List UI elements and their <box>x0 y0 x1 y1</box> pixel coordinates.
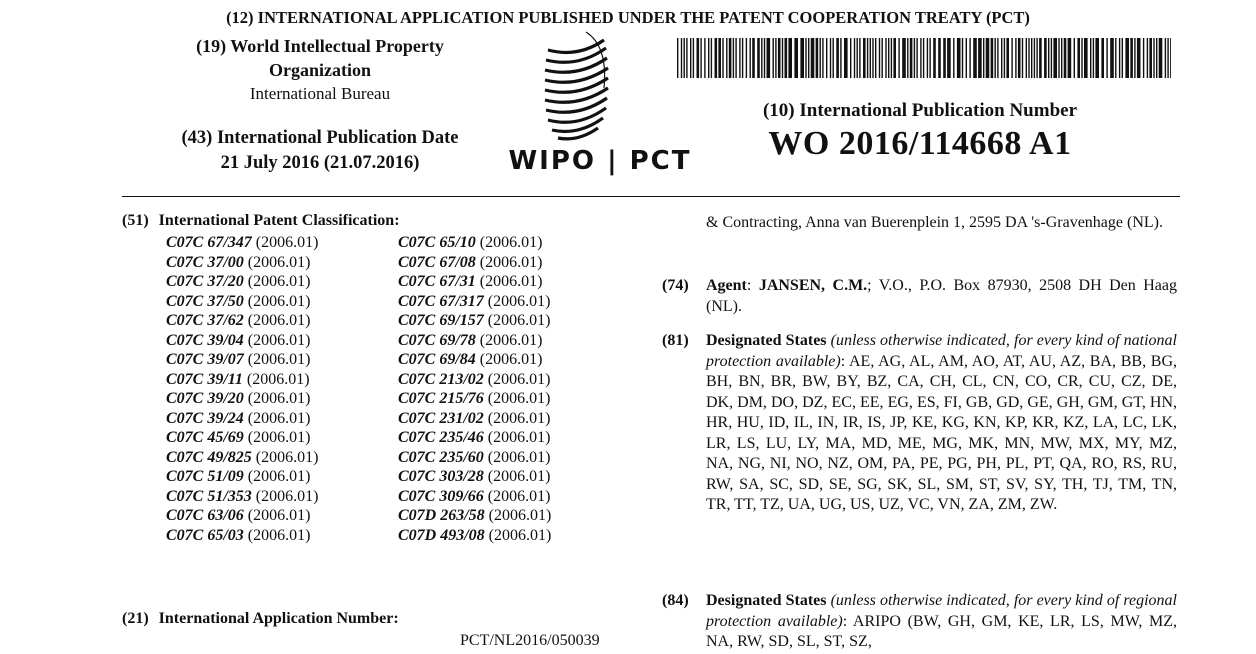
barcode-bar <box>1084 38 1088 78</box>
organization-line-3: International Bureau <box>249 84 391 103</box>
classification-entry <box>398 448 551 468</box>
barcode-bar <box>822 38 823 78</box>
barcode-bar <box>879 38 880 78</box>
classification-code: C07D 263/58 <box>398 507 485 524</box>
classification-version: (2006.01) <box>487 409 551 427</box>
classification-code: C07C 67/317 <box>398 292 484 310</box>
barcode-bar <box>820 38 821 78</box>
classification-version: (2006.01) <box>247 429 311 446</box>
barcode-bar <box>844 38 848 78</box>
classification-entry <box>166 253 318 273</box>
designated-national-label: Designated States <box>706 332 827 349</box>
designated-national-qualifier: (unless otherwise indicated, for every kind of national protection available) <box>706 332 1177 370</box>
barcode-bar <box>811 38 815 78</box>
barcode-bar <box>1134 38 1135 78</box>
barcode-bar <box>983 38 984 78</box>
barcode-bar <box>872 38 873 78</box>
agent-label: Agent <box>706 277 747 294</box>
barcode-bar <box>1015 38 1016 78</box>
barcode-graphic <box>677 38 1171 78</box>
classification-code: C07C 67/347 <box>166 234 252 251</box>
barcode-bar <box>1031 38 1032 78</box>
classification-version: (2006.01) <box>487 390 551 407</box>
classification-code: C07C 215/76 <box>398 390 484 407</box>
barcode-bar <box>1159 38 1163 78</box>
designated-states-national-section <box>662 331 1177 516</box>
classification-entry <box>166 428 318 448</box>
barcode-bar <box>808 38 809 78</box>
barcode-bar <box>1036 38 1037 78</box>
designated-national-number: (81) <box>662 332 689 349</box>
barcode-bar <box>1058 38 1059 78</box>
barcode-bar <box>1026 38 1027 78</box>
header-divider <box>122 196 1180 197</box>
barcode-bar <box>929 38 930 78</box>
barcode-bar <box>1153 38 1154 78</box>
barcode-bar <box>729 38 732 78</box>
barcode-bar <box>690 38 691 78</box>
classification-code: C07C 63/06 <box>166 507 244 524</box>
barcode-bar <box>700 38 701 78</box>
application-number-heading: (21) International Application Number: <box>122 610 399 627</box>
barcode-bar <box>840 38 841 78</box>
classification-code: C07C 69/84 <box>398 351 476 368</box>
barcode-bar <box>775 38 776 78</box>
inventor-address-continuation: & Contracting, Anna van Buerenplein 1, 2595 DA 's-Gravenhage (NL). <box>706 214 1163 231</box>
barcode-bar <box>805 38 806 78</box>
classification-entry <box>398 409 551 429</box>
classification-code: C07C 213/02 <box>398 370 484 388</box>
barcode-bar <box>857 38 858 78</box>
barcode-bar <box>726 38 727 78</box>
application-number-index: (21) <box>122 610 149 627</box>
barcode-bar <box>867 38 868 78</box>
barcode-bar <box>767 38 771 78</box>
barcode-bar <box>686 38 687 78</box>
barcode-bar <box>800 38 804 78</box>
barcode-bar <box>836 38 839 78</box>
designated-regional-states: : ARIPO (BW, GH, GM, KE, LR, LS, MW, MZ, NA, RW, SD, SL, ST, SZ, <box>706 612 1177 650</box>
classification-code: C07C 49/825 <box>166 448 252 466</box>
barcode-bar <box>854 38 855 78</box>
barcode-bar <box>830 38 831 78</box>
barcode-bar <box>1022 38 1023 78</box>
agent-name: JANSEN, C.M. <box>758 277 868 294</box>
barcode-bar <box>764 38 765 78</box>
barcode-bar <box>1048 38 1049 78</box>
barcode-bar <box>1170 38 1171 78</box>
barcode-bar <box>1137 38 1141 78</box>
classification-version: (2006.01) <box>255 448 319 466</box>
classification-code: C07C 309/66 <box>398 487 484 505</box>
barcode-bar <box>870 38 871 78</box>
agent-number: (74) <box>662 277 689 294</box>
classification-version: (2006.01) <box>487 429 551 446</box>
barcode-bar <box>986 38 990 78</box>
publication-date-value: 21 July 2016 (21.07.2016) <box>220 153 420 173</box>
designated-regional-number: (84) <box>662 592 689 609</box>
barcode-bar <box>1125 38 1129 78</box>
barcode-bar <box>1106 38 1107 78</box>
classification-code: C07C 65/10 <box>398 234 476 251</box>
classification-entry <box>398 233 551 253</box>
agent-address: ; V.O., P.O. Box 87930, 2508 DH Den Haag (NL). <box>706 277 1177 315</box>
barcode-bar <box>933 38 936 78</box>
classification-code: C07C 67/31 <box>398 273 476 290</box>
barcode-bar <box>920 38 921 78</box>
classification-code: C07C 69/78 <box>398 331 476 349</box>
classification-version: (2006.01) <box>246 370 310 388</box>
barcode-bar <box>1039 38 1042 78</box>
classification-version: (2006.01) <box>479 331 543 349</box>
barcode-bar <box>1051 38 1052 78</box>
barcode-bar <box>752 38 755 78</box>
classification-version: (2006.01) <box>487 292 551 310</box>
classification-version: (2006.01) <box>487 370 551 388</box>
barcode-bar <box>693 38 694 78</box>
barcode-bar <box>995 38 996 78</box>
barcode-bar <box>927 38 928 78</box>
designated-states-regional-section <box>662 591 1177 653</box>
classification-version: (2006.01) <box>255 234 319 251</box>
barcode-bar <box>788 38 792 78</box>
classification-entry <box>166 292 318 312</box>
barcode-bar <box>1028 38 1029 78</box>
organization-line-2: Organization <box>269 60 371 80</box>
barcode-bar <box>916 38 917 78</box>
classification-code: C07C 303/28 <box>398 468 484 485</box>
classification-version: (2006.01) <box>247 507 311 524</box>
barcode-bar <box>735 38 736 78</box>
barcode-bar <box>708 38 709 78</box>
barcode-bar <box>1110 38 1114 78</box>
barcode-bar <box>1006 38 1009 78</box>
barcode-bar <box>704 38 705 78</box>
classification-version: (2006.01) <box>255 487 319 505</box>
barcode-bar <box>859 38 860 78</box>
wipo-pct-logo-text: WIPO | PCT <box>508 146 692 176</box>
barcode-bar <box>1165 38 1166 78</box>
barcode-bar <box>742 38 743 78</box>
classification-version: (2006.01) <box>488 526 552 544</box>
classification-entry <box>398 331 551 351</box>
barcode-bar <box>1077 38 1080 78</box>
barcode-bar <box>761 38 762 78</box>
classification-code: C07C 37/20 <box>166 273 244 290</box>
classification-version: (2006.01) <box>247 351 311 368</box>
barcode-bar <box>1081 38 1082 78</box>
classification-entry <box>166 233 318 253</box>
barcode-bar <box>1147 38 1148 78</box>
barcode-bar <box>1061 38 1062 78</box>
classification-version: (2006.01) <box>487 468 551 485</box>
barcode-bar <box>997 38 998 78</box>
barcode-bar <box>943 38 946 78</box>
barcode-bar <box>991 38 994 78</box>
organization-line-1: (19) World Intellectual Property <box>196 36 444 56</box>
classification-version: (2006.01) <box>247 468 311 485</box>
classification-entry <box>398 292 551 312</box>
barcode-bar <box>757 38 760 78</box>
publication-number-label: (10) International Publication Number <box>762 100 1078 121</box>
barcode-bar <box>826 38 827 78</box>
barcode-bar <box>1095 38 1099 78</box>
classification-version: (2006.01) <box>487 312 551 329</box>
classification-list-right <box>398 233 551 545</box>
barcode-bar <box>715 38 718 78</box>
barcode-bar <box>1053 38 1057 78</box>
publication-date-label: (43) International Publication Date <box>181 128 459 148</box>
barcode-bar <box>697 38 700 78</box>
classification-entry <box>166 526 318 546</box>
classification-version: (2006.01) <box>247 390 311 407</box>
barcode-bar <box>910 38 913 78</box>
barcode-bar <box>718 38 721 78</box>
barcode-bar <box>1101 38 1104 78</box>
classification-entry <box>398 350 551 370</box>
classification-code: C07C 39/07 <box>166 351 244 368</box>
classification-version: (2006.01) <box>247 292 311 310</box>
barcode-bar <box>850 38 851 78</box>
classification-version: (2006.01) <box>487 448 551 466</box>
barcode-bar <box>947 38 951 78</box>
classification-entry <box>166 448 318 468</box>
barcode-bar <box>1064 38 1067 78</box>
barcode-bar <box>681 38 682 78</box>
classification-entry <box>166 350 318 370</box>
classification-code: C07C 39/04 <box>166 331 244 349</box>
classification-code: C07C 39/20 <box>166 390 244 407</box>
classification-code: C07C 37/62 <box>166 312 244 329</box>
classification-version: (2006.01) <box>479 234 543 251</box>
classification-version: (2006.01) <box>487 487 551 505</box>
classification-code: C07C 67/08 <box>398 253 476 271</box>
barcode-bar <box>711 38 712 78</box>
classification-code: C07C 235/46 <box>398 429 484 446</box>
classification-entry <box>398 487 551 507</box>
barcode-bar <box>1044 38 1047 78</box>
barcode-bar <box>1074 38 1075 78</box>
classification-entry <box>166 311 318 331</box>
barcode-bar <box>785 38 788 78</box>
barcode-bar <box>1068 38 1072 78</box>
barcode-bar <box>888 38 889 78</box>
classification-version: (2006.01) <box>247 273 311 290</box>
barcode <box>677 38 1171 78</box>
classification-code: C07D 493/08 <box>398 526 485 544</box>
classification-version: (2006.01) <box>479 273 543 290</box>
classification-entry <box>166 389 318 409</box>
classification-code: C07C 39/24 <box>166 409 244 427</box>
agent-colon: : <box>746 277 759 294</box>
classification-heading <box>122 212 400 230</box>
barcode-bar <box>1122 38 1123 78</box>
barcode-bar <box>750 38 751 78</box>
barcode-bar <box>739 38 740 78</box>
barcode-bar <box>962 38 963 78</box>
classification-list-left <box>166 233 318 545</box>
classification-entry <box>166 409 318 429</box>
classification-entry <box>398 272 551 292</box>
designated-national-states: : AE, AG, AL, AM, AO, AT, AU, AZ, BA, BB, BG, BH, BN, BR, BW, BY, BZ, CA, CH, CL, CN, CO, CR, CU, CZ, DE, DK, DM, DO, DZ, EC, EE, EG, ES, FI, GB, GD, GE, GH, GM, GT, HN, HR, HU, ID, IL, IN, IR, IS, JP, KE, KG, KN, KP, KR, KZ, LA, LC, LK, LR, LS, LU, LY, MA, MD, ME, MG, MK, MN, MW, MX, MY, MZ, NA, NG, NI, NO, NZ, OM, PA, PE, PG, PH, PL, PT, QA, RO, RS, RU, RW, SA, SC, SD, SE, SG, SK, SL, SM, ST, SV, SY, TH, TJ, TM, TN, TR, TT, TZ, UA, UG, US, UZ, VC, VN, ZA, ZM, ZW. <box>706 352 1177 513</box>
barcode-bar <box>816 38 819 78</box>
classification-entry <box>166 331 318 351</box>
classification-version: (2006.01) <box>247 526 311 544</box>
classification-version: (2006.01) <box>247 253 311 271</box>
barcode-bar <box>1119 38 1120 78</box>
barcode-bar <box>893 38 896 78</box>
classification-version: (2006.01) <box>247 312 311 329</box>
barcode-bar <box>1093 38 1094 78</box>
barcode-bar <box>773 38 774 78</box>
document-title: (12) INTERNATIONAL APPLICATION PUBLISHED UNDER THE PATENT COOPERATION TREATY (PCT) <box>226 8 1030 27</box>
barcode-bar <box>953 38 954 78</box>
barcode-bar <box>863 38 866 78</box>
barcode-bar <box>733 38 734 78</box>
barcode-bar <box>794 38 798 78</box>
barcode-bar <box>1143 38 1144 78</box>
classification-entry <box>398 389 551 409</box>
barcode-bar <box>1034 38 1035 78</box>
barcode-bar <box>885 38 886 78</box>
barcode-bar <box>957 38 961 78</box>
classification-code: C07C 231/02 <box>398 409 484 427</box>
barcode-bar <box>1149 38 1152 78</box>
classification-code: C07C 235/60 <box>398 448 484 466</box>
barcode-bar <box>875 38 876 78</box>
classification-entry <box>398 311 551 331</box>
classification-entry <box>166 506 318 526</box>
classification-version: (2006.01) <box>247 331 311 349</box>
classification-colon: : <box>394 212 400 229</box>
agent-section <box>662 276 1177 317</box>
classification-version: (2006.01) <box>247 409 311 427</box>
barcode-bar <box>1156 38 1157 78</box>
publication-number-value: WO 2016/114668 A1 <box>768 125 1072 162</box>
barcode-bar <box>778 38 781 78</box>
classification-entry <box>398 467 551 487</box>
barcode-bar <box>1001 38 1002 78</box>
barcode-bar <box>1167 38 1168 78</box>
barcode-bar <box>1090 38 1091 78</box>
classification-number: (51) <box>122 212 149 229</box>
designated-regional-qualifier: (unless otherwise indicated, for every kind of regional protection available) <box>706 592 1177 630</box>
classification-code: C07C 37/50 <box>166 292 244 310</box>
designated-regional-label: Designated States <box>706 592 827 609</box>
classification-entry <box>166 467 318 487</box>
barcode-bar <box>902 38 906 78</box>
barcode-bar <box>1011 38 1012 78</box>
barcode-bar <box>1018 38 1021 78</box>
barcode-bar <box>923 38 924 78</box>
application-number-value: PCT/NL2016/050039 <box>460 632 600 649</box>
barcode-bar <box>1130 38 1133 78</box>
barcode-bar <box>966 38 967 78</box>
classification-code: C07C 37/00 <box>166 253 244 271</box>
barcode-bar <box>973 38 977 78</box>
barcode-bar <box>684 38 685 78</box>
classification-code: C07C 45/69 <box>166 429 244 446</box>
classification-version: (2006.01) <box>479 253 543 271</box>
classification-entry <box>398 253 551 273</box>
classification-code: C07C 65/03 <box>166 526 244 544</box>
application-number-label: International Application Number <box>158 610 394 627</box>
barcode-bar <box>898 38 899 78</box>
classification-code: C07C 69/157 <box>398 312 484 329</box>
classification-label: International Patent Classification <box>158 212 395 229</box>
barcode-bar <box>907 38 908 78</box>
classification-entry <box>166 370 318 390</box>
classification-version: (2006.01) <box>488 507 552 524</box>
barcode-bar <box>969 38 970 78</box>
classification-version: (2006.01) <box>479 351 543 368</box>
barcode-bar <box>1115 38 1116 78</box>
classification-entry <box>398 370 551 390</box>
classification-entry <box>166 487 318 507</box>
barcode-bar <box>882 38 883 78</box>
classification-code: C07C 51/09 <box>166 468 244 485</box>
classification-entry <box>398 506 551 526</box>
barcode-bar <box>782 38 783 78</box>
barcode-bar <box>891 38 892 78</box>
barcode-bar <box>746 38 747 78</box>
barcode-bar <box>938 38 941 78</box>
barcode-bar <box>914 38 915 78</box>
barcode-bar <box>677 38 678 78</box>
classification-code: C07C 39/11 <box>166 370 243 388</box>
barcode-bar <box>722 38 723 78</box>
classification-entry <box>398 526 551 546</box>
barcode-bar <box>978 38 982 78</box>
barcode-bar <box>833 38 834 78</box>
classification-entry <box>398 428 551 448</box>
barcode-bar <box>1004 38 1005 78</box>
classification-code: C07C 51/353 <box>166 487 252 505</box>
classification-entry <box>166 272 318 292</box>
